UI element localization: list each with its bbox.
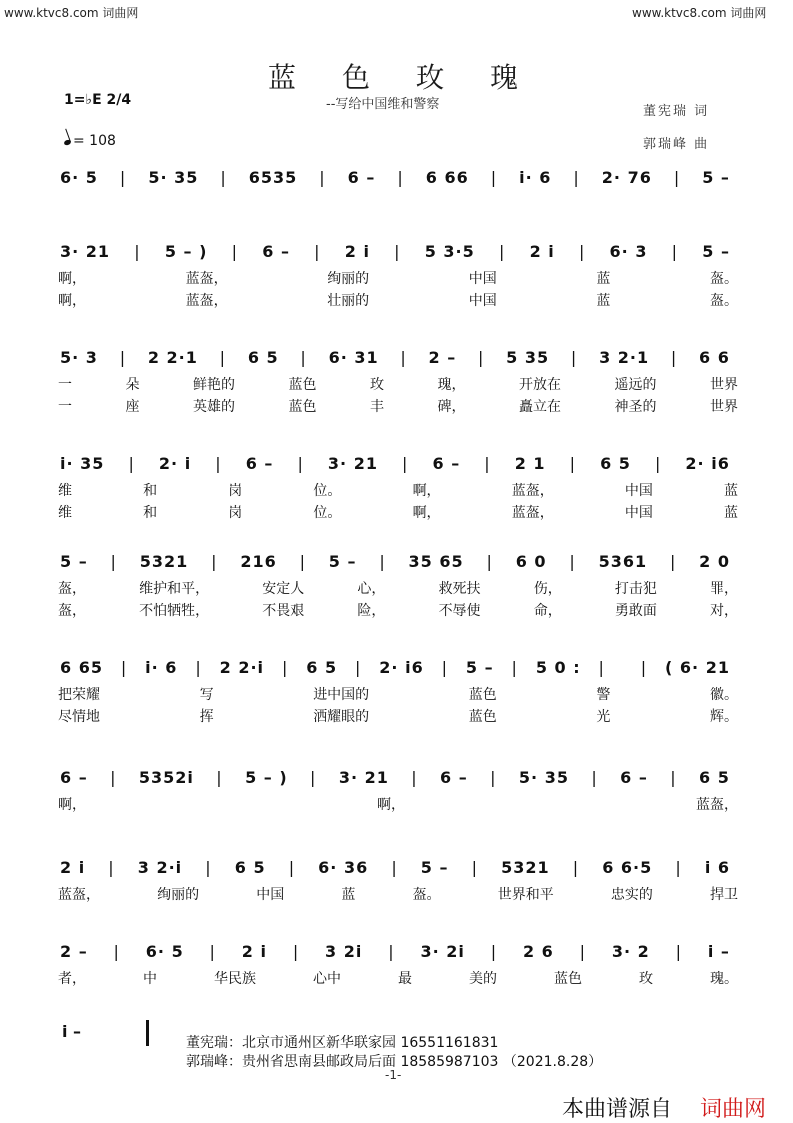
barline: |: [569, 552, 576, 571]
composer-credit: 郭瑞峰 曲: [643, 137, 710, 152]
barline: |: [113, 942, 120, 961]
site-watermark-left: www.ktvc8.com 词曲网: [4, 6, 139, 20]
barline: |: [288, 858, 296, 877]
song-title: 蓝色玫瑰: [268, 61, 565, 94]
barline: |: [397, 168, 404, 187]
barline: |: [211, 552, 218, 571]
lyric-word: 光: [596, 709, 611, 725]
measure: 2 6: [522, 942, 554, 961]
lyric-word: 伤，: [533, 581, 562, 597]
measure: 2 i: [60, 858, 86, 877]
staff-notes: [60, 348, 730, 367]
lyric-word: 维: [58, 483, 72, 499]
lyric-word: 蓝: [341, 887, 356, 903]
barline: |: [573, 168, 580, 187]
barline: |: [319, 168, 326, 187]
barline: |: [670, 768, 677, 787]
lyric-word: 最: [398, 971, 412, 987]
barline: |: [394, 242, 401, 261]
barline: |: [297, 454, 304, 473]
lyric-line: [58, 396, 738, 416]
barline: |: [128, 454, 135, 473]
measure: 5 – ): [164, 242, 208, 261]
barline: |: [669, 552, 677, 571]
lyric-word: 蓝色: [468, 709, 497, 725]
lyric-line: [58, 578, 738, 598]
measure: 6 5: [247, 348, 279, 367]
lyric-word: 啊，: [412, 505, 441, 521]
lyric-word: 心中: [313, 971, 341, 987]
lyric-word: 心，: [357, 581, 386, 597]
lyric-line: [58, 374, 738, 394]
lyric-word: 险，: [357, 603, 386, 619]
measure: 2 2·1: [147, 348, 198, 367]
measure: 3· 21: [60, 242, 111, 261]
lyric-word: 进中国的: [313, 687, 370, 703]
lyric-word: 美的: [469, 971, 497, 987]
lyric-word: 蓝盔，: [185, 271, 228, 287]
barline: |: [216, 768, 223, 787]
lyric-word: 命，: [533, 603, 562, 619]
lyric-word: 蓝: [596, 271, 611, 287]
measure: 5361: [598, 552, 648, 571]
lyric-line: [58, 502, 738, 522]
lyric-word: 者，: [58, 971, 86, 987]
measure: 6 5: [234, 858, 266, 877]
staff-notes: [60, 768, 730, 787]
song-subtitle: --写给中国维和警察: [326, 97, 440, 112]
barline: |: [220, 168, 227, 187]
barline: |: [490, 942, 498, 961]
lyric-line: [58, 268, 738, 288]
measure: 5 35: [506, 348, 550, 367]
measure: ( 6· 21: [665, 658, 730, 677]
barline: |: [411, 768, 418, 787]
barline: |: [310, 768, 317, 787]
lyric-word: 世界: [710, 377, 738, 393]
lyric-word: 座: [125, 399, 140, 415]
lyric-word: 啊，: [58, 293, 86, 309]
barline: |: [591, 768, 598, 787]
measure: 3· 21: [338, 768, 389, 787]
barline: |: [110, 552, 117, 571]
barline: |: [471, 858, 478, 877]
lyric-word: 写: [199, 687, 214, 703]
lyric-word: 安定人: [262, 581, 305, 597]
measure: 2· i6: [685, 454, 730, 473]
lyric-word: 把荣耀: [58, 687, 100, 703]
staff-notes: [60, 552, 730, 571]
lyric-word: 盔，: [58, 581, 86, 597]
lyric-word: 位。: [313, 505, 342, 521]
barline: |: [673, 168, 681, 187]
lyric-word: 蓝: [723, 505, 738, 521]
barline: |: [570, 348, 578, 367]
measure: 2 i: [344, 242, 370, 261]
measure: 2 i: [529, 242, 555, 261]
final-measure: i –: [62, 1022, 82, 1041]
barline: |: [119, 168, 127, 187]
measure: 216: [240, 552, 277, 571]
lyric-word: 中国: [624, 483, 653, 499]
measure: 6 5: [699, 768, 730, 787]
staff-notes: [60, 658, 730, 677]
lyricist-credit: 董宪瑞 词: [643, 104, 710, 119]
site-watermark-right: www.ktvc8.com 词曲网: [632, 6, 767, 20]
key-signature: 1=♭E 2/4: [64, 92, 132, 108]
lyric-word: 啊，: [412, 483, 441, 499]
contact-lyricist: 董宪瑞：北京市通州区新华联家园 16551161831: [186, 1035, 499, 1051]
measure: 35 65: [408, 552, 464, 571]
barline: |: [110, 768, 117, 787]
lyric-word: 瑰。: [710, 971, 738, 987]
measure: 6 –: [620, 768, 648, 787]
lyric-word: 救死扶: [438, 581, 481, 597]
measure: 6 –: [262, 242, 290, 261]
lyric-word: 世界和平: [497, 887, 554, 903]
lyric-word: 挥: [199, 709, 214, 725]
barline: |: [281, 658, 289, 677]
measure: 5 –: [420, 858, 449, 877]
measure: 5352i: [138, 768, 194, 787]
lyric-word: 蓝色: [554, 971, 582, 987]
lyric-word: 辉。: [709, 709, 738, 725]
lyric-word: 一: [58, 377, 72, 393]
measure: 2 1: [514, 454, 546, 473]
measure: 5 –: [702, 168, 730, 187]
lyric-word: 绚丽的: [157, 887, 200, 903]
measure: 5 –: [465, 658, 494, 677]
lyric-word: 朵: [125, 377, 140, 393]
quarter-note-icon: [63, 139, 71, 146]
measure: 5 –: [328, 552, 357, 571]
measure: 3 2·i: [137, 858, 183, 877]
lyric-word: 对，: [709, 603, 738, 619]
measure: 5321: [501, 858, 550, 877]
lyric-word: 蓝色: [468, 687, 497, 703]
measure: 6· 3: [609, 242, 648, 261]
measure: 6 6·5: [602, 858, 653, 877]
measure: 6· 5: [60, 168, 98, 187]
barline: |: [675, 858, 682, 877]
lyric-word: 蓝盔，: [58, 887, 100, 903]
measure: 6 –: [432, 454, 461, 473]
lyric-word: 盔。: [412, 887, 441, 903]
measure: i· 6: [145, 658, 178, 677]
lyric-word: 中国: [624, 505, 653, 521]
lyric-word: 中国: [468, 293, 497, 309]
barline: |: [498, 242, 506, 261]
barline: |: [670, 348, 678, 367]
measure: 5 –: [60, 552, 88, 571]
lyric-word: 绚丽的: [327, 271, 370, 287]
measure: 6 5: [600, 454, 631, 473]
measure: 5· 35: [148, 168, 199, 187]
lyric-word: 神圣的: [614, 399, 657, 415]
lyric-word: 啊，: [58, 271, 86, 287]
lyric-word: 啊，: [377, 797, 405, 813]
lyric-line: [58, 600, 738, 620]
lyric-word: 遥远的: [614, 377, 657, 393]
lyric-word: 蓝盔，: [185, 293, 228, 309]
measure: 6 66: [425, 168, 469, 187]
final-barline: [146, 1020, 149, 1046]
barline: |: [484, 454, 491, 473]
barline: |: [598, 658, 605, 677]
barline: |: [511, 658, 518, 677]
staff-notes: [60, 168, 730, 187]
measure: 6 5: [306, 658, 338, 677]
measure: 3· 2i: [420, 942, 465, 961]
measure: 5 3·5: [424, 242, 475, 261]
barline: |: [579, 942, 587, 961]
barline: |: [572, 858, 580, 877]
barline: |: [120, 658, 128, 677]
measure: 5· 3: [60, 348, 98, 367]
measure: i· 6: [519, 168, 552, 187]
lyric-word: 丰: [370, 399, 384, 415]
lyric-word: 啊，: [58, 797, 86, 813]
lyric-line: [58, 794, 738, 814]
measure: 6· 5: [145, 942, 184, 961]
barline: |: [299, 552, 306, 571]
barline: |: [391, 858, 398, 877]
lyric-word: 中: [143, 971, 157, 987]
lyric-word: 维护和平，: [139, 581, 210, 597]
barline: |: [209, 942, 216, 961]
lyric-word: 忠实的: [610, 887, 653, 903]
barline: |: [675, 942, 683, 961]
lyric-word: 中国: [256, 887, 285, 903]
barline: |: [490, 768, 497, 787]
lyric-word: 开放在: [519, 377, 561, 393]
lyric-word: 矗立在: [519, 399, 561, 415]
lyric-word: 世界: [710, 399, 738, 415]
barline: |: [478, 348, 485, 367]
lyric-word: 勇敢面: [614, 603, 657, 619]
measure: 5321: [139, 552, 189, 571]
lyric-word: 洒耀眼的: [313, 709, 370, 725]
lyric-word: 不畏艰: [262, 603, 305, 619]
barline: |: [640, 658, 648, 677]
barline: |: [119, 348, 127, 367]
lyric-word: 蓝: [723, 483, 738, 499]
barline: |: [300, 348, 307, 367]
page-number: -1-: [385, 1068, 402, 1082]
measure: 2 i: [241, 942, 267, 961]
measure: 6· 31: [328, 348, 379, 367]
lyric-line: [58, 480, 738, 500]
barline: |: [402, 454, 409, 473]
lyric-word: 蓝盔，: [511, 483, 554, 499]
measure: 2· i6: [379, 658, 424, 677]
lyric-word: 中国: [468, 271, 497, 287]
lyric-word: 碑，: [437, 399, 466, 415]
lyric-line: [58, 290, 738, 310]
lyric-word: 盔。: [709, 293, 738, 309]
barline: |: [205, 858, 212, 877]
barline: |: [490, 168, 498, 187]
measure: 6 –: [440, 768, 468, 787]
lyric-word: 鲜艳的: [193, 377, 235, 393]
lyric-word: 蓝色: [288, 377, 317, 393]
measure: 5 – ): [245, 768, 288, 787]
lyric-word: 不怕牺牲，: [139, 603, 210, 619]
lyric-word: 位。: [313, 483, 342, 499]
measure: 3· 2: [611, 942, 650, 961]
barline: |: [219, 348, 227, 367]
lyric-word: 华民族: [214, 971, 256, 987]
barline: |: [195, 658, 202, 677]
lyric-word: 盔，: [58, 603, 86, 619]
measure: 6 0: [515, 552, 547, 571]
lyric-word: 岗: [228, 505, 243, 521]
tempo-value: = 108: [73, 133, 116, 149]
lyric-line: [58, 706, 738, 726]
lyric-word: 维: [58, 505, 72, 521]
lyric-word: 打击犯: [614, 581, 657, 597]
barline: |: [231, 242, 239, 261]
barline: |: [388, 942, 395, 961]
barline: |: [671, 242, 679, 261]
measure: 5 0 :: [535, 658, 581, 677]
barline: |: [578, 242, 586, 261]
contact-composer: 郭瑞峰：贵州省思南县邮政局后面 18585987103 （2021.8.28）: [186, 1054, 603, 1070]
lyric-line: [58, 968, 738, 988]
lyric-word: 盔。: [709, 271, 738, 287]
lyric-word: 玫: [639, 971, 653, 987]
measure: 2 –: [428, 348, 457, 367]
barline: |: [355, 658, 362, 677]
measure: 3 2·1: [599, 348, 650, 367]
lyric-word: 一: [58, 399, 72, 415]
measure: 6 6: [699, 348, 730, 367]
barline: |: [108, 858, 115, 877]
lyric-word: 和: [143, 505, 158, 521]
barline: |: [292, 942, 300, 961]
staff-notes: [60, 454, 730, 473]
lyric-word: 蓝: [596, 293, 611, 309]
measure: 2· 76: [601, 168, 652, 187]
measure: 6535: [248, 168, 298, 187]
barline: |: [314, 242, 321, 261]
lyric-word: 瑰，: [437, 377, 466, 393]
barline: |: [400, 348, 407, 367]
lyric-word: 蓝盔，: [511, 505, 554, 521]
measure: i –: [707, 942, 730, 961]
lyric-word: 和: [143, 483, 158, 499]
measure: 2 2·i: [219, 658, 265, 677]
lyric-word: 玫: [370, 377, 384, 393]
lyric-word: 蓝色: [288, 399, 317, 415]
staff-notes: [60, 242, 730, 261]
lyric-word: 岗: [228, 483, 243, 499]
measure: 2 0: [699, 552, 730, 571]
measure: 6 65: [60, 658, 103, 677]
measure: 5· 35: [518, 768, 569, 787]
barline: |: [654, 454, 662, 473]
lyric-word: 捍卫: [709, 887, 738, 903]
measure: 6 –: [60, 768, 88, 787]
measure: 6· 36: [318, 858, 369, 877]
lyric-word: 英雄的: [193, 399, 235, 415]
lyric-word: 罪，: [709, 581, 738, 597]
staff-line: [50, 160, 740, 200]
lyric-word: 尽情地: [58, 709, 100, 725]
barline: |: [215, 454, 222, 473]
lyric-word: 壮丽的: [327, 293, 370, 309]
measure: 5 –: [702, 242, 730, 261]
staff-notes: [60, 942, 730, 961]
lyric-line: [58, 884, 738, 904]
measure: 6 –: [245, 454, 274, 473]
measure: i 6: [704, 858, 730, 877]
barline: |: [134, 242, 141, 261]
measure: i· 35: [60, 454, 105, 473]
measure: 2 –: [60, 942, 88, 961]
barline: |: [486, 552, 493, 571]
tempo-marking: [64, 133, 116, 149]
lyric-word: 不辱使: [438, 603, 481, 619]
measure: 3 2i: [325, 942, 363, 961]
lyric-word: 蓝盔，: [696, 797, 738, 813]
measure: 3· 21: [327, 454, 378, 473]
staff-notes: [60, 858, 730, 877]
lyric-line: [58, 684, 738, 704]
source-label: 本曲谱源自: [562, 1097, 673, 1122]
source-brand: 词曲网: [700, 1097, 767, 1122]
lyric-word: 警: [596, 687, 611, 703]
barline: |: [569, 454, 576, 473]
measure: 6 –: [347, 168, 376, 187]
barline: |: [379, 552, 386, 571]
barline: |: [441, 658, 448, 677]
lyric-word: 徽。: [709, 687, 738, 703]
measure: 2· i: [158, 454, 192, 473]
